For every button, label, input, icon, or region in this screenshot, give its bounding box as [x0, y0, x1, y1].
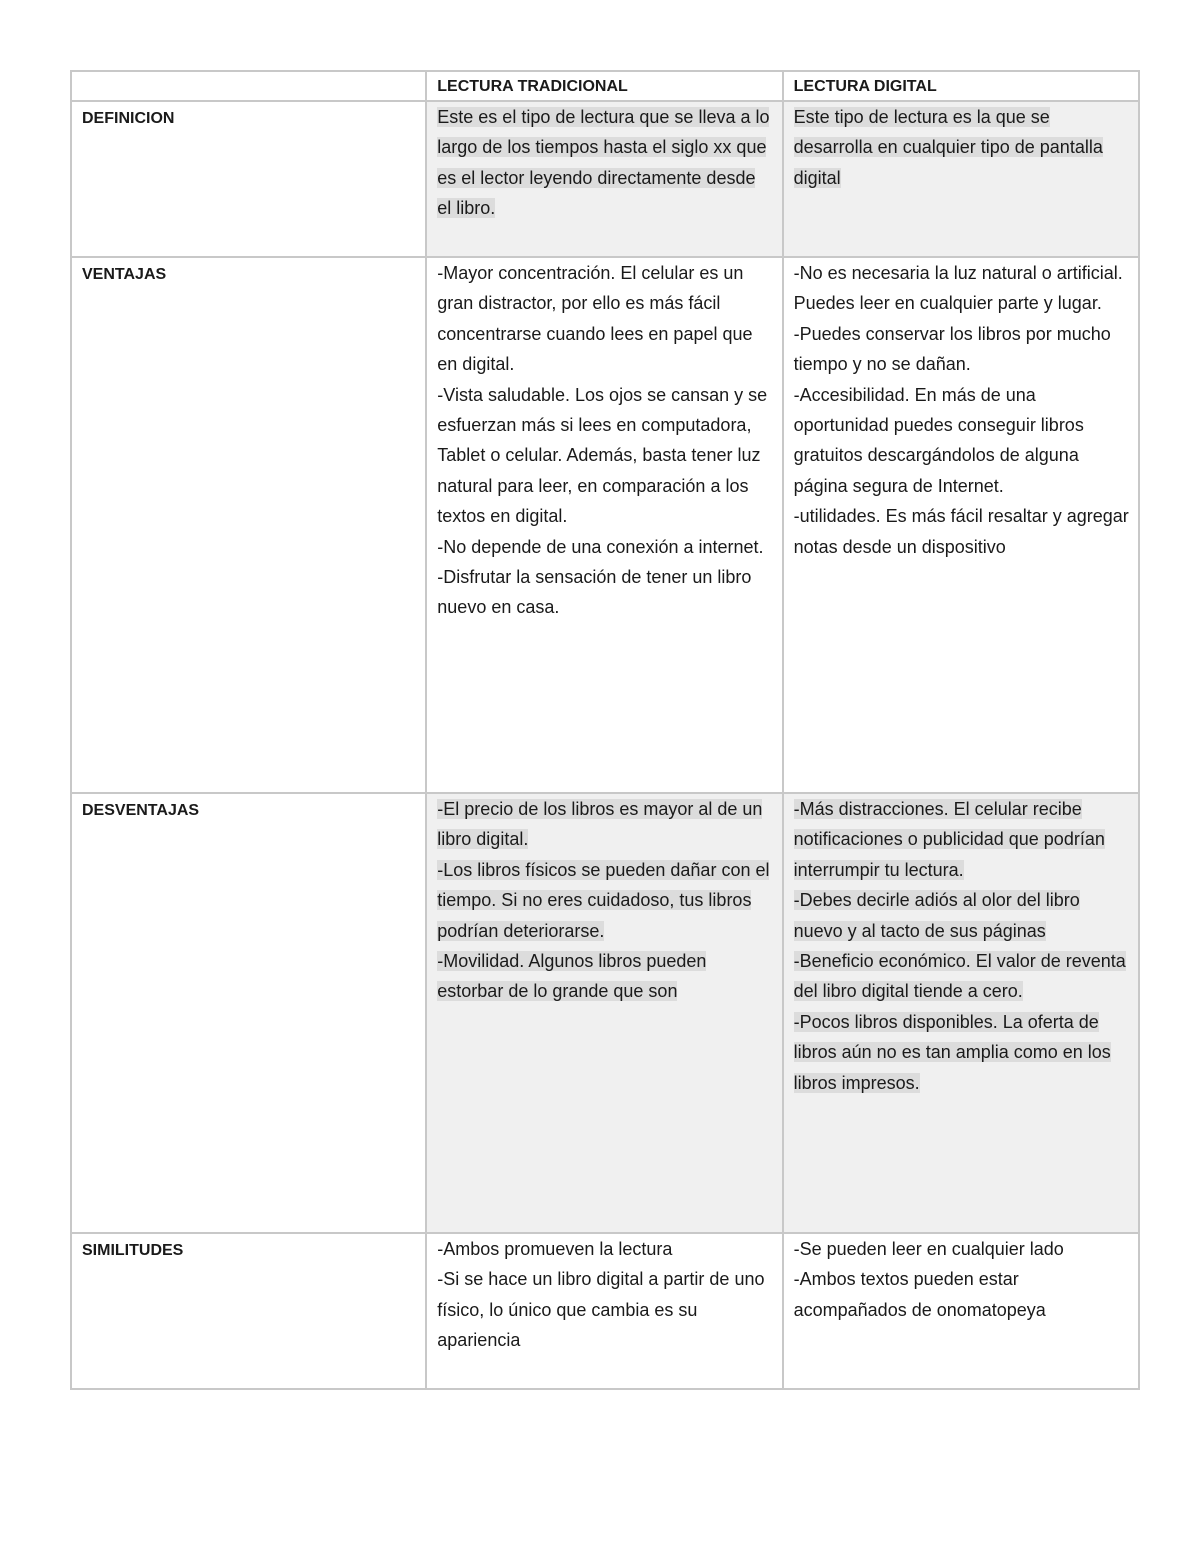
list-item: -Disfrutar la sensación de tener un libro nuevo en casa. — [437, 567, 752, 618]
desventajas-digital — [783, 793, 1139, 1233]
definicion-traditional: Este es el tipo de lectura que se lleva a lo largo de los tiempos hasta el siglo xx que es el lector leyendo directamente desde el libro. — [426, 101, 782, 257]
header-traditional: LECTURA TRADICIONAL — [426, 71, 782, 101]
header-row — [71, 71, 1139, 101]
list-item: -No depende de una conexión a internet. — [437, 536, 764, 557]
list-item: -Movilidad. Algunos libros pueden estorbar de lo grande que son — [437, 951, 707, 1002]
list-item: -Más distracciones. El celular recibe notificaciones o publicidad que podrían interrumpir tu lectura. — [793, 799, 1105, 880]
list-item: -Debes decirle adiós al olor del libro nuevo y al tacto de sus páginas — [793, 890, 1080, 941]
header-digital: LECTURA DIGITAL — [783, 71, 1139, 101]
list-item: -Se pueden leer en cualquier lado — [793, 1239, 1064, 1259]
list-item: -Si se hace un libro digital a partir de uno físico, lo único que cambia es su apariencia — [437, 1269, 765, 1351]
list-item: -Ambos textos pueden estar acompañados de onomatopeya — [793, 1269, 1046, 1320]
row-ventajas — [71, 257, 1139, 793]
list-item: -Vista saludable. Los ojos se cansan y se esfuerzan más si lees en computadora, Tablet o celular. Además, basta tener luz natural para leer, en comparación a los textos en digital. — [437, 384, 768, 527]
desventajas-traditional — [426, 793, 782, 1233]
list-item: -Puedes conservar los libros por mucho tiempo y no se dañan. — [793, 323, 1111, 375]
list-item: -Accesibilidad. En más de una oportunidad puedes conseguir libros gratuitos descargándolos de alguna página segura de Internet. — [793, 384, 1084, 496]
comparison-table — [70, 70, 1140, 1390]
list-item: -utilidades. Es más fácil resaltar y agregar notas desde un dispositivo — [793, 506, 1129, 557]
ventajas-digital — [783, 257, 1139, 793]
label-definicion: DEFINICION — [71, 101, 426, 257]
definicion-digital: Este tipo de lectura es la que se desarrolla en cualquier tipo de pantalla digital — [783, 101, 1139, 257]
list-item: -El precio de los libros es mayor al de un libro digital. — [437, 799, 763, 850]
label-similitudes: SIMILITUDES — [71, 1233, 426, 1389]
ventajas-traditional — [426, 257, 782, 793]
similitudes-traditional — [426, 1233, 782, 1389]
label-desventajas: DESVENTAJAS — [71, 793, 426, 1233]
list-item: -No es necesaria la luz natural o artificial. Puedes leer en cualquier parte y lugar. — [793, 263, 1123, 314]
header-empty-cell — [71, 71, 426, 101]
list-item: -Mayor concentración. El celular es un gran distractor, por ello es más fácil concentrarse cuando lees en papel que en digital. — [437, 263, 753, 375]
list-item: -Ambos promueven la lectura — [437, 1239, 673, 1259]
list-item: -Pocos libros disponibles. La oferta de libros aún no es tan amplia como en los libros impresos. — [793, 1011, 1111, 1093]
list-item: -Los libros físicos se pueden dañar con el tiempo. Si no eres cuidadoso, tus libros podrían deteriorarse. — [437, 859, 770, 941]
similitudes-digital — [783, 1233, 1139, 1389]
row-desventajas — [71, 793, 1139, 1233]
row-definicion — [71, 101, 1139, 257]
list-item: -Beneficio económico. El valor de reventa del libro digital tiende a cero. — [793, 951, 1126, 1002]
label-ventajas: VENTAJAS — [71, 257, 426, 793]
row-similitudes — [71, 1233, 1139, 1389]
